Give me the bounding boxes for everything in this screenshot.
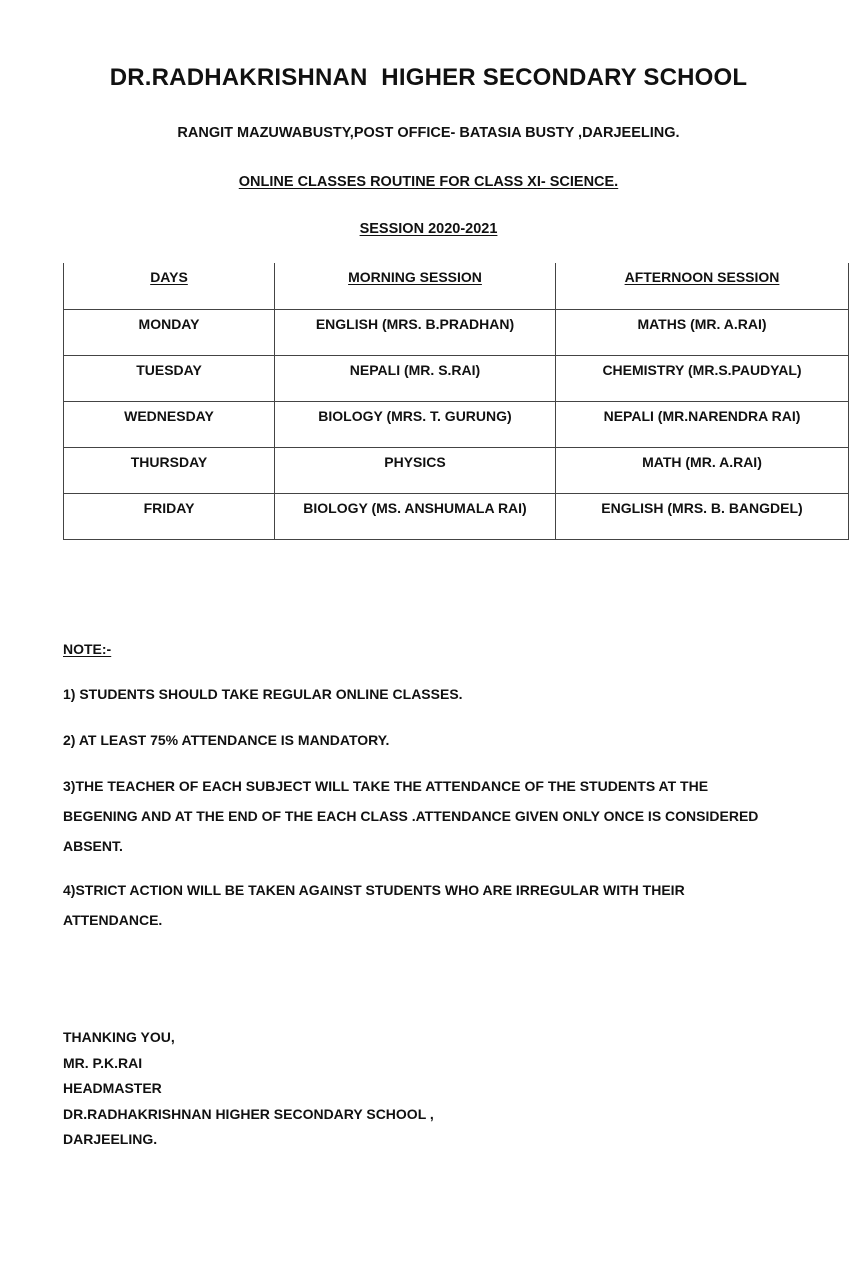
signature-block (63, 1025, 434, 1153)
afternoon-cell: ENGLISH (MRS. B. BANGDEL) (556, 493, 849, 539)
signatory-name: MR. P.K.RAI (63, 1054, 143, 1071)
day-cell: WEDNESDAY (64, 401, 275, 447)
table-row (64, 493, 849, 539)
note-item-4: 4)STRICT ACTION WILL BE TAKEN AGAINST STUDENTS WHO ARE IRREGULAR WITH THEIR ATTENDANCE. (63, 882, 685, 928)
routine-title (0, 174, 857, 190)
day-cell: TUESDAY (64, 355, 275, 401)
closing-line: THANKING YOU, (63, 1029, 175, 1045)
header-days-text: DAYS (150, 269, 188, 285)
note-item-3: 3)THE TEACHER OF EACH SUBJECT WILL TAKE THE ATTENDANCE OF THE STUDENTS AT THE BEGENING AND AT THE END OF THE EACH CLASS .ATTENDANCE GIVEN ONLY ONCE IS CONSIDERED ABSENT. (63, 778, 759, 854)
table-row (64, 309, 849, 355)
note-item-1: 1) STUDENTS SHOULD TAKE REGULAR ONLINE CLASSES. (63, 686, 463, 702)
table-header-row (64, 263, 849, 309)
afternoon-cell: NEPALI (MR.NARENDRA RAI) (556, 401, 849, 447)
school-address: RANGIT MAZUWABUSTY,POST OFFICE- BATASIA BUSTY ,DARJEELING. (177, 125, 680, 141)
session-label (0, 221, 857, 237)
day-cell: MONDAY (64, 309, 275, 355)
afternoon-cell: CHEMISTRY (MR.S.PAUDYAL) (556, 355, 849, 401)
header-afternoon-text: AFTERNOON SESSION (624, 269, 780, 285)
header-morning (275, 263, 556, 309)
header-afternoon (556, 263, 849, 309)
morning-cell: BIOLOGY (MRS. T. GURUNG) (275, 401, 556, 447)
table-row (64, 355, 849, 401)
morning-cell: BIOLOGY (MS. ANSHUMALA RAI) (275, 493, 556, 539)
note-heading: NOTE:- (63, 641, 112, 657)
day-cell: FRIDAY (64, 493, 275, 539)
note-item-2: 2) AT LEAST 75% ATTENDANCE IS MANDATORY. (63, 732, 390, 748)
signatory-school: DR.RADHAKRISHNAN HIGHER SECONDARY SCHOOL , (63, 1105, 434, 1122)
morning-cell: NEPALI (MR. S.RAI) (275, 355, 556, 401)
routine-table (63, 263, 849, 540)
afternoon-cell: MATH (MR. A.RAI) (556, 447, 849, 493)
table-row (64, 401, 849, 447)
signatory-place: DARJEELING. (63, 1131, 158, 1147)
morning-cell: ENGLISH (MRS. B.PRADHAN) (275, 309, 556, 355)
day-cell: THURSDAY (64, 447, 275, 493)
afternoon-cell: MATHS (MR. A.RAI) (556, 309, 849, 355)
morning-cell: PHYSICS (275, 447, 556, 493)
header-days (64, 263, 275, 309)
session-text: SESSION 2020-2021 (359, 221, 498, 237)
signatory-designation: HEADMASTER (63, 1080, 162, 1096)
table-row (64, 447, 849, 493)
school-name: DR.RADHAKRISHNAN HIGHER SECONDARY SCHOOL (109, 64, 748, 91)
header-morning-text: MORNING SESSION (348, 269, 482, 285)
routine-title-text: ONLINE CLASSES ROUTINE FOR CLASS XI- SCIENCE. (238, 174, 619, 190)
